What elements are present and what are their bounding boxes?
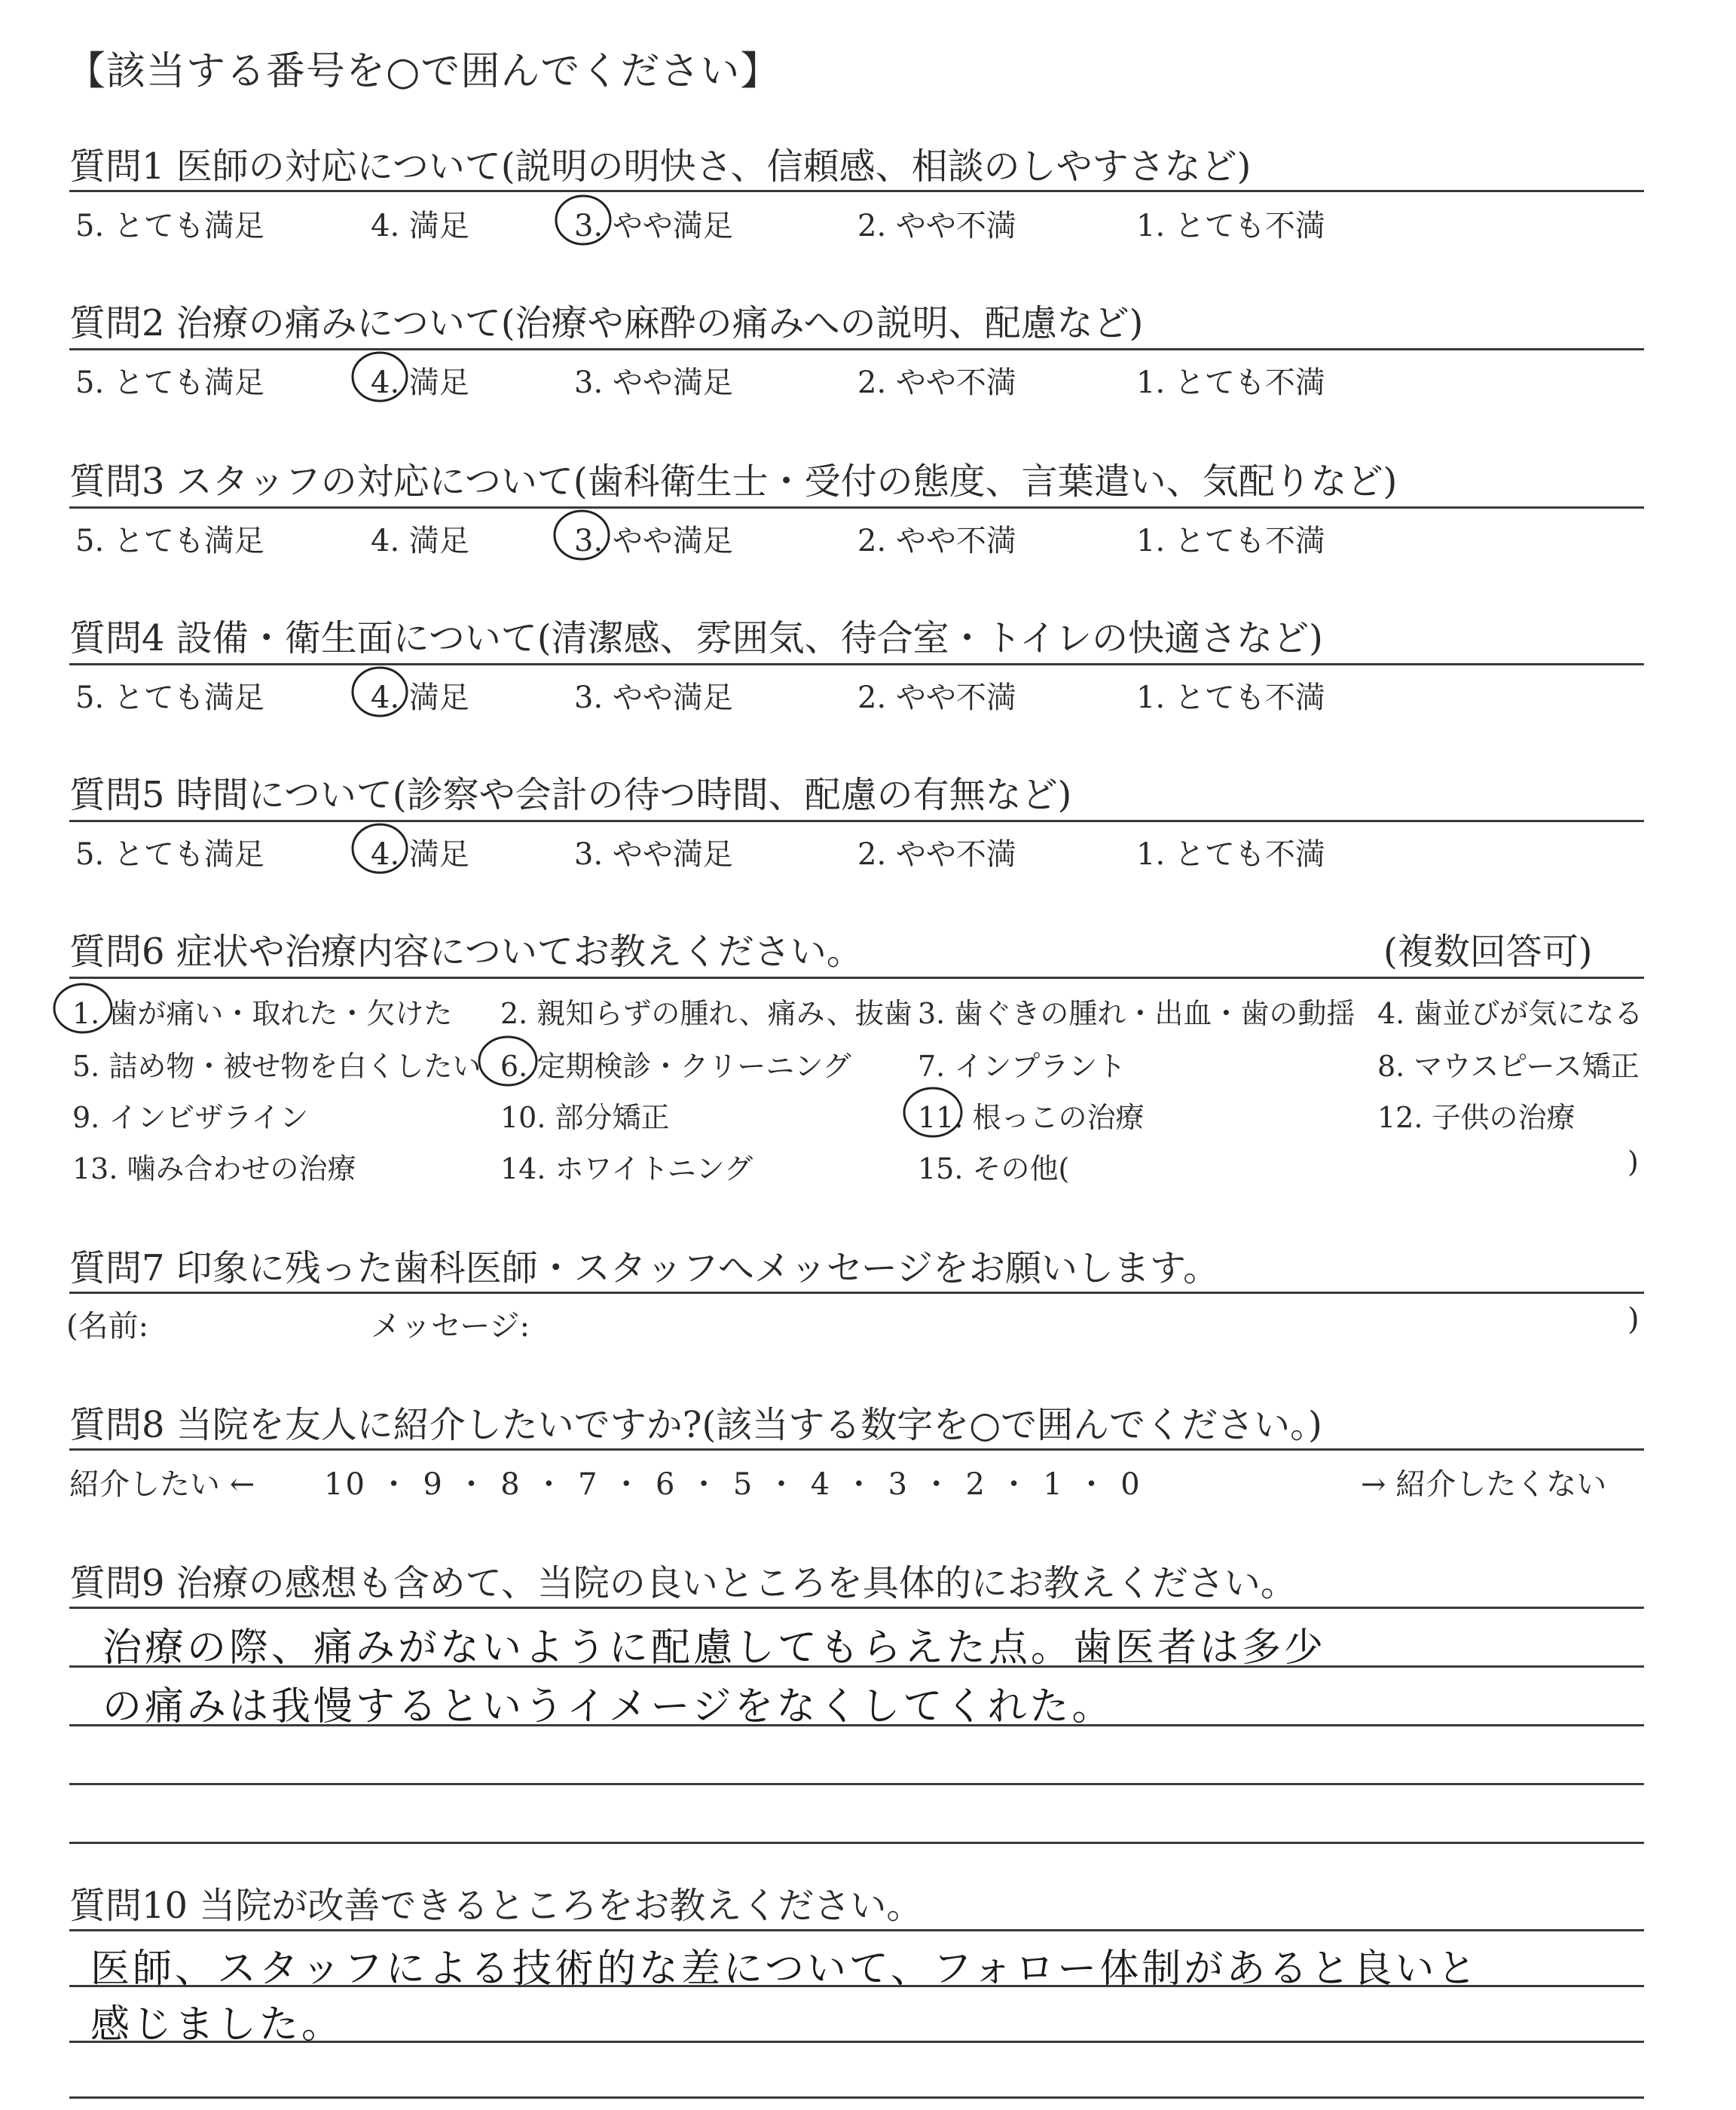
q5-option-3[interactable]: 3. やや満足: [574, 837, 733, 872]
q5-selected-circle: [353, 824, 407, 873]
q5-option-5[interactable]: 5. とても満足: [75, 837, 264, 872]
q8-right-label: → 紹介したくない: [1361, 1467, 1607, 1502]
q8-scale[interactable]: 10 ・ 9 ・ 8 ・ 7 ・ 6 ・ 5 ・ 4 ・ 3 ・ 2 ・ 1 ・ 0: [324, 1467, 1142, 1502]
q6-option-1[interactable]: 1. 歯が痛い・取れた・欠けた: [72, 997, 453, 1030]
q7-message-label: メッセージ:: [371, 1309, 530, 1344]
q1-option-2[interactable]: 2. やや不満: [857, 209, 1016, 243]
question-5-title: 質問5 時間について(診察や会計の待つ時間、配慮の有無など): [69, 774, 1072, 816]
q1-option-5[interactable]: 5. とても満足: [75, 209, 264, 243]
q6-option-7[interactable]: 7. インプラント: [918, 1050, 1126, 1083]
q6-option-2[interactable]: 2. 親知らずの腫れ、痛み、抜歯: [500, 997, 912, 1030]
q1-option-1[interactable]: 1. とても不満: [1136, 209, 1325, 243]
question-6-title: 質問6 症状や治療内容についてお教えください。: [69, 931, 863, 973]
q6-option-13[interactable]: 13. 噛み合わせの治療: [72, 1152, 356, 1185]
question-6-note: (複数回答可): [1383, 931, 1593, 973]
q6-option-15[interactable]: 15. その他(: [918, 1152, 1070, 1185]
q1-option-3[interactable]: 3. やや満足: [574, 209, 733, 243]
q4-option-3[interactable]: 3. やや満足: [574, 680, 733, 715]
q5-option-1[interactable]: 1. とても不満: [1136, 837, 1325, 872]
q6-option-4[interactable]: 4. 歯並びが気になる: [1377, 997, 1643, 1030]
q1-selected-circle: [556, 196, 610, 244]
q6-option-11[interactable]: 11. 根っこの治療: [918, 1101, 1145, 1134]
q4-selected-circle: [353, 668, 407, 716]
q6-other-close: ): [1628, 1145, 1639, 1179]
question-4-title: 質問4 設備・衛生面について(清潔感、雰囲気、待合室・トイレの快適さなど): [69, 617, 1323, 659]
q6-selected-circle-1: [54, 984, 112, 1032]
q10-answer-line-2: 感じました。: [90, 2002, 344, 2047]
q6-option-10[interactable]: 10. 部分矯正: [500, 1101, 670, 1134]
q6-option-5[interactable]: 5. 詰め物・被せ物を白くしたい: [72, 1050, 481, 1083]
question-2-title: 質問2 治療の痛みについて(治療や麻酔の痛みへの説明、配慮など): [69, 302, 1144, 344]
q6-option-6[interactable]: 6. 定期検診・クリーニング: [500, 1050, 851, 1083]
q6-option-8[interactable]: 8. マウスピース矯正: [1377, 1050, 1640, 1083]
q2-selected-circle: [353, 353, 407, 401]
q6-selected-circle-6: [479, 1037, 536, 1085]
q4-option-5[interactable]: 5. とても満足: [75, 680, 264, 715]
q6-option-14[interactable]: 14. ホワイトニング: [500, 1152, 753, 1185]
q10-answer-line-1: 医師、スタッフによる技術的な差について、フォロー体制があると良いと: [90, 1946, 1480, 1992]
q6-option-9[interactable]: 9. インビザライン: [72, 1101, 309, 1134]
form-header: 【該当する番号を○で囲んでください】: [66, 49, 781, 94]
q3-option-5[interactable]: 5. とても満足: [75, 524, 264, 558]
q6-selected-circle-11: [904, 1088, 961, 1136]
q9-answer-line-2: の痛みは我慢するというイメージをなくしてくれた。: [102, 1684, 1114, 1729]
q3-option-4[interactable]: 4. 満足: [371, 524, 469, 558]
question-8-title: 質問8 当院を友人に紹介したいですか?(該当する数字を○で囲んでください。): [69, 1404, 1322, 1446]
q7-name-label: (名前:: [66, 1309, 149, 1344]
question-9-title: 質問9 治療の感想も含めて、当院の良いところを具体的にお教えください。: [69, 1562, 1297, 1604]
q2-option-1[interactable]: 1. とても不満: [1136, 365, 1325, 400]
q1-option-4[interactable]: 4. 満足: [371, 209, 469, 243]
q5-option-4[interactable]: 4. 満足: [371, 837, 469, 872]
q6-option-12[interactable]: 12. 子供の治療: [1377, 1101, 1576, 1134]
q2-option-5[interactable]: 5. とても満足: [75, 365, 264, 400]
q3-option-3[interactable]: 3. やや満足: [574, 524, 733, 558]
q9-answer-line-1: 治療の際、痛みがないように配慮してもらえた点。歯医者は多少: [102, 1625, 1327, 1671]
q2-option-2[interactable]: 2. やや不満: [857, 365, 1016, 400]
q7-close-paren: ): [1628, 1302, 1640, 1337]
question-10-title: 質問10 当院が改善できるところをお教えください。: [69, 1885, 923, 1927]
q4-option-4[interactable]: 4. 満足: [371, 680, 469, 715]
q3-selected-circle: [555, 511, 609, 559]
q3-option-1[interactable]: 1. とても不満: [1136, 524, 1325, 558]
question-7-title: 質問7 印象に残った歯科医師・スタッフへメッセージをお願いします。: [69, 1247, 1220, 1289]
question-3-title: 質問3 スタッフの対応について(歯科衛生士・受付の態度、言葉遣い、気配りなど): [69, 460, 1398, 503]
q4-option-1[interactable]: 1. とても不満: [1136, 680, 1325, 715]
q3-option-2[interactable]: 2. やや不満: [857, 524, 1016, 558]
q5-option-2[interactable]: 2. やや不満: [857, 837, 1016, 872]
q2-option-3[interactable]: 3. やや満足: [574, 365, 733, 400]
q4-option-2[interactable]: 2. やや不満: [857, 680, 1016, 715]
q6-option-3[interactable]: 3. 歯ぐきの腫れ・出血・歯の動揺: [918, 997, 1355, 1030]
q8-left-label: 紹介したい ←: [69, 1467, 255, 1502]
q2-option-4[interactable]: 4. 満足: [371, 365, 469, 400]
question-1-title: 質問1 医師の対応について(説明の明快さ、信頼感、相談のしやすさなど): [69, 145, 1252, 188]
